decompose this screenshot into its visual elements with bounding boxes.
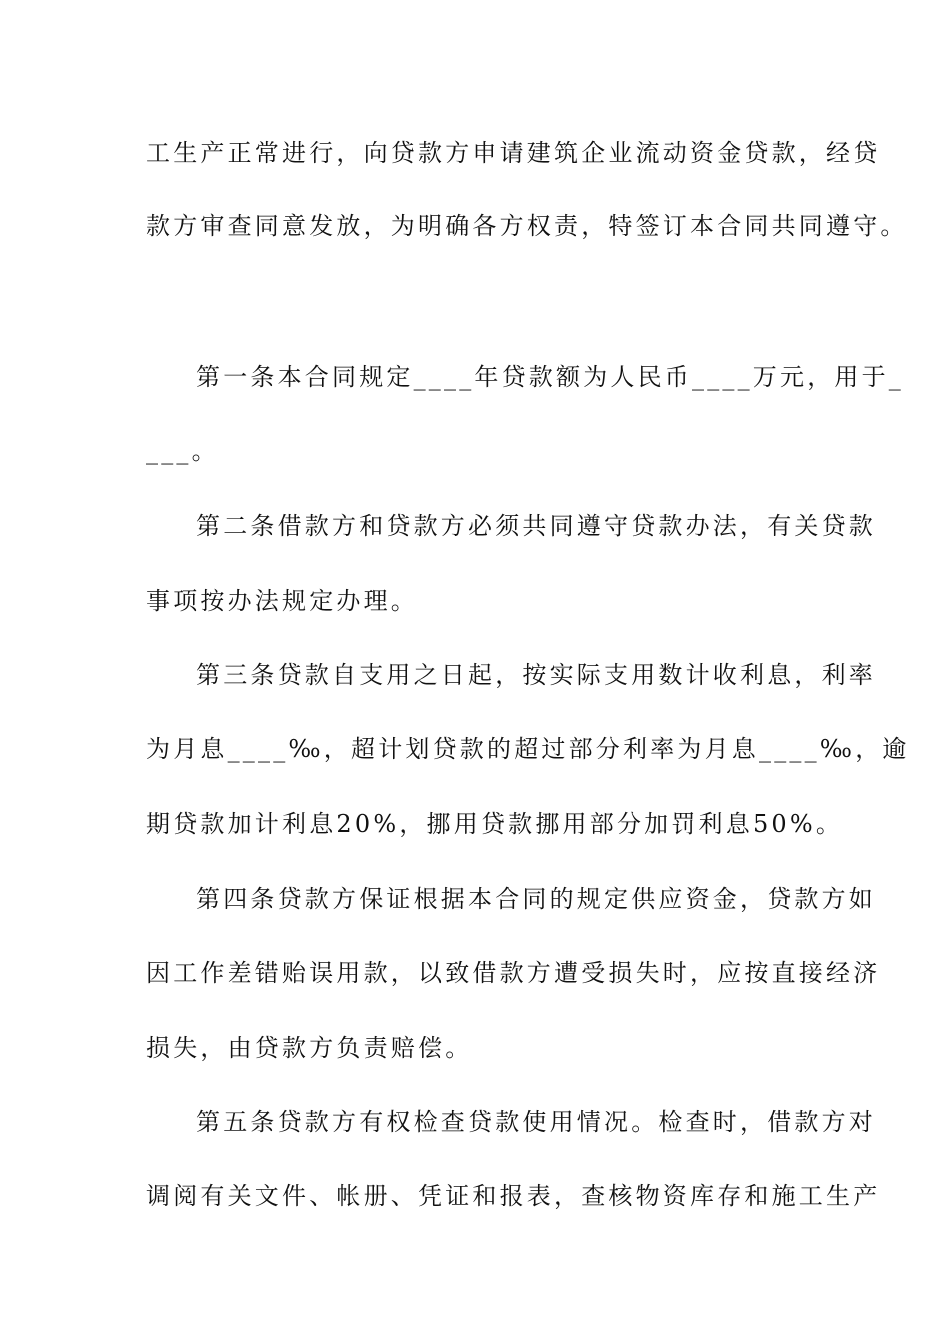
paragraph-line: 款方审查同意发放，为明确各方权责，特签订本合同共同遵守。 [146, 212, 908, 240]
article-3-line: 期贷款加计利息20%，挪用贷款挪用部分加罚利息50%。 [146, 810, 844, 838]
article-4-line: 第四条贷款方保证根据本合同的规定供应资金，贷款方如 [196, 885, 876, 913]
article-3-line: 为月息____‰，超计划贷款的超过部分利率为月息____‰，逾 [146, 735, 910, 763]
article-1-line: ___。 [146, 437, 219, 465]
article-3-line: 第三条贷款自支用之日起，按实际支用数计收利息，利率 [196, 661, 876, 689]
article-4-line: 因工作差错贻误用款，以致借款方遭受损失时，应按直接经济 [146, 959, 881, 987]
paragraph-line: 工生产正常进行，向贷款方申请建筑企业流动资金贷款，经贷 [146, 139, 881, 167]
article-1-line: 第一条本合同规定____年贷款额为人民币____万元，用于_ [196, 363, 904, 391]
article-2-line: 第二条借款方和贷款方必须共同遵守贷款办法，有关贷款 [196, 512, 876, 540]
article-5-line: 第五条贷款方有权检查贷款使用情况。检查时，借款方对 [196, 1108, 876, 1136]
article-4-line: 损失，由贷款方负责赔偿。 [146, 1034, 473, 1062]
article-2-line: 事项按办法规定办理。 [146, 587, 418, 615]
article-5-line: 调阅有关文件、帐册、凭证和报表，查核物资库存和施工生产 [146, 1182, 881, 1210]
